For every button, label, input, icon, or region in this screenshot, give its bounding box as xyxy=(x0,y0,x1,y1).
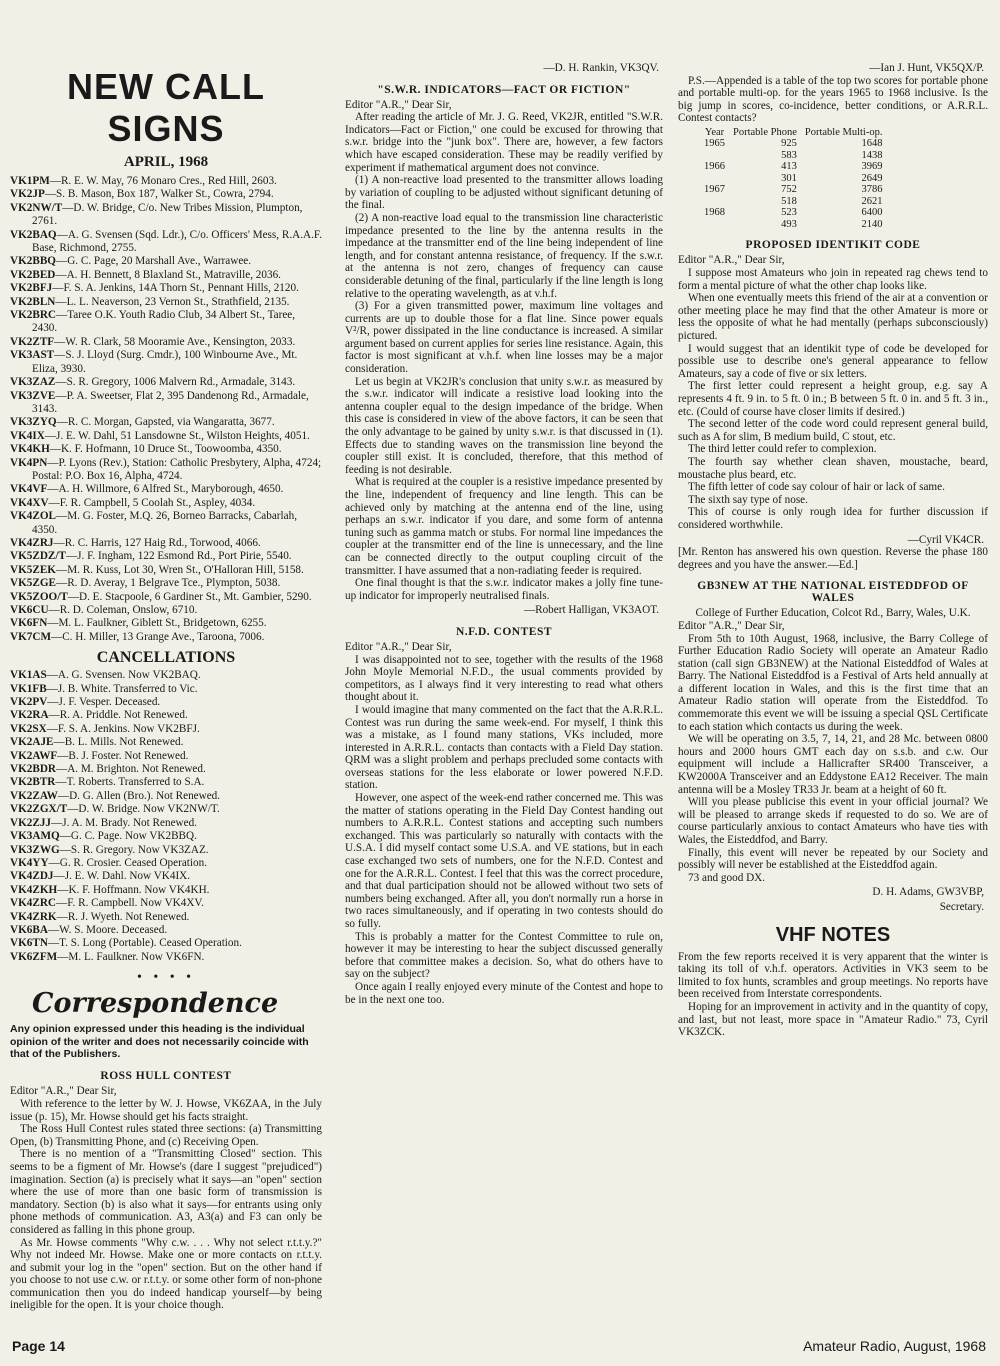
vhf-notes-body xyxy=(678,951,988,1039)
cancellations-entry xyxy=(10,884,322,897)
table-row xyxy=(700,138,886,150)
call-sign: VK2BFJ xyxy=(10,282,53,295)
callsigns-entry xyxy=(10,604,322,617)
cancellations-entry xyxy=(10,897,322,910)
paragraph: I would imagine that many commented on the fact that the A.R.R.L. Contest was run during the same week-end. For myself, I think this was a mistake, as I found many stations, VKs included, more interested in A.R.R.L. contacts than contacts with a Field Day station. QRM was a slight problem and perhaps precluded some contacts with overseas stations for the less elaborate or lower powered N.F.D. station. xyxy=(345,703,663,792)
table-cell: 2649 xyxy=(861,172,883,184)
entry-text: —M. R. Kuss, Lot 30, Wren St., O'Halloran Hill, 5158. xyxy=(56,563,304,576)
cancellations-entry xyxy=(10,951,322,964)
table-row xyxy=(700,219,886,231)
call-sign: VK5ZGE xyxy=(10,577,57,590)
callsigns-entry xyxy=(10,175,322,188)
callsigns-entry xyxy=(10,537,322,550)
call-sign: VK4IX xyxy=(10,429,45,442)
callsigns-entry xyxy=(10,483,322,496)
paragraph: I would suggest that an identikit type of code be developed for possible use to describe one's general appearance to fellow Amateurs, say a code of five or six letters. xyxy=(678,342,988,380)
cancellations-entry xyxy=(10,803,322,816)
call-sign: VK7CM xyxy=(10,630,52,643)
call-sign: VK1AS xyxy=(10,669,47,682)
paragraph: The first letter could represent a height group, e.g. say A represents 4 ft. 9 in. to 5 ft. 0 in.; B between 5 ft. 0 in. and 5 ft. 3 in., etc. (Could of course have closer limits if desired.) xyxy=(678,380,988,418)
call-sign: VK2AWF xyxy=(10,749,58,762)
table-cell: 6400 xyxy=(861,207,883,219)
ross-hull-body xyxy=(10,1085,322,1312)
vhf-notes-heading: VHF NOTES xyxy=(775,923,891,946)
cancellations-entry xyxy=(10,683,322,696)
callsigns-entry xyxy=(10,255,322,268)
table-cell: 1966 xyxy=(704,161,725,173)
paragraph: Editor "A.R.," Dear Sir, xyxy=(345,640,452,653)
entry-text: —M. G. Foster, M.Q. 26, Borneo Barracks, Cabarlah, 4350. xyxy=(32,510,297,536)
entry-text: —G. R. Crosier. Ceased Operation. xyxy=(48,856,208,869)
cancellations-entry xyxy=(10,763,322,776)
paragraph: This of course is only rough idea for further discussion if considered worthwhile. xyxy=(678,506,988,531)
callsigns-entry xyxy=(10,510,322,537)
entry-text: —J. F. Ingham, 122 Esmond Rd., Port Pirie, 5540. xyxy=(65,550,292,563)
paragraph: With reference to the letter by W. J. Howse, VK6ZAA, in the July issue (p. 15), Mr. Howse should get his facts straight. xyxy=(10,1097,322,1123)
table-row xyxy=(700,161,886,173)
nfd-signature: —Ian J. Hunt, VK5QX/P. xyxy=(869,62,984,74)
cancellations-entry xyxy=(10,817,322,830)
callsigns-entry xyxy=(10,309,322,336)
paragraph: Editor "A.R.," Dear Sir, xyxy=(678,619,785,632)
entry-text: —D. G. Allen (Bro.). Not Renewed. xyxy=(57,789,221,802)
call-sign: VK6BA xyxy=(10,923,48,936)
cancellations-entry xyxy=(10,924,322,937)
paragraph: Editor "A.R.," Dear Sir, xyxy=(345,98,452,111)
entry-text: —F. R. Campbell, 5 Coolah St., Aspley, 4034. xyxy=(48,496,256,509)
table-header: Portable Phone xyxy=(733,126,797,138)
table-header: Portable Multi-op. xyxy=(804,126,883,138)
ross-hull-signature: —D. H. Rankin, VK3QV. xyxy=(543,62,659,74)
callsigns-entry xyxy=(10,457,322,484)
entry-text: —M. L. Faulkner. Now VK6FN. xyxy=(57,950,205,963)
call-sign: VK2ZGX/T xyxy=(10,803,68,816)
nfd-scores-table xyxy=(700,127,886,231)
entry-text: —R. C. Harris, 127 Haig Rd., Torwood, 4066. xyxy=(53,536,261,549)
entry-text: —R. J. Wyeth. Not Renewed. xyxy=(56,910,190,923)
paragraph: Hoping for an improvement in activity and in the quantity of copy, and last, but not least, more space in "Amateur Radio." 73, Cyril VK3ZCK. xyxy=(678,1000,988,1039)
entry-text: —J. E. W. Dahl, 51 Lansdowne St., Wilston Heights, 4051. xyxy=(44,429,310,442)
call-sign: VK2JP xyxy=(10,188,45,201)
table-cell: 925 xyxy=(781,138,797,150)
call-sign: VK5ZOO/T xyxy=(10,590,68,603)
entry-text: —A. M. Brighton. Not Renewed. xyxy=(56,763,206,776)
table-cell: 1965 xyxy=(704,138,725,150)
call-sign: VK3ZVE xyxy=(10,389,56,402)
entry-text: —P. Lyons (Rev.), Station: Catholic Presbytery, Alpha, 4724; Postal: P.O. Box 16, Alpha, 4724. xyxy=(32,456,322,482)
call-sign: VK4ZRK xyxy=(10,910,57,923)
entry-text: —C. H. Miller, 13 Grange Ave., Taroona, 7006. xyxy=(51,630,265,643)
entry-text: —S. J. Lloyd (Surg. Cmdr.), 100 Winbourne Ave., Mt. Eliza, 3930. xyxy=(32,349,298,375)
entry-text: —T. S. Long (Portable). Ceased Operation. xyxy=(47,937,242,950)
entry-text: —A. H. Bennett, 8 Blaxland St., Matraville, 2036. xyxy=(55,268,281,281)
call-sign: VK6ZFM xyxy=(10,950,58,963)
table-header: Year xyxy=(704,126,725,138)
editor-note: [Mr. Renton has answered his own question. Reverse the phase 180 degrees and you have the answer.—Ed.] xyxy=(678,546,988,571)
callsigns-entry xyxy=(10,336,322,349)
paragraph: From 5th to 10th August, 1968, inclusive, the Barry College of Further Education Radio Society will operate an Amateur Radio station (call sign GB3NEW) at the National Eisteddfod of Wales at Barry. The National Eisteddfod is a Festival of Arts held annually at a different location in Wales, and this is the first time that an Amateur Radio station will operate from the Eisteddfod. To commemorate this event we will be issuing a special QSL Certificate to each station which contacts us during the week. xyxy=(678,632,988,733)
paragraph: Once again I really enjoyed every minute of the Contest and hope to be in the next one too. xyxy=(345,980,663,1006)
call-sign: VK1PM xyxy=(10,175,50,187)
call-sign: VK4YY xyxy=(10,856,49,869)
table-row xyxy=(700,173,886,185)
call-sign: VK2BAQ xyxy=(10,228,57,241)
table-cell xyxy=(700,219,729,231)
correspondence-disclaimer: Any opinion expressed under this heading is the individual opinion of the writer and does not necessarily coincide with that of the Publishers. xyxy=(10,1023,309,1060)
nfd-body xyxy=(345,641,663,1006)
paragraph: The fourth say whether clean shaven, moustache, beard, moustache plus beard, etc. xyxy=(678,455,988,481)
callsigns-entry xyxy=(10,577,322,590)
table-cell xyxy=(700,150,729,162)
call-sign: VK4ZOL xyxy=(10,510,57,523)
entry-text: —J. A. M. Brady. Not Renewed. xyxy=(51,816,197,829)
entry-text: —R. E. W. May, 76 Monaro Cres., Red Hill, 2603. xyxy=(49,175,277,187)
paragraph: The Ross Hull Contest rules stated three sections: (a) Transmitting Open, (b) Transmitting Phone, and (c) Receiving Open. xyxy=(10,1123,322,1148)
table-cell: 523 xyxy=(781,207,797,219)
swr-body xyxy=(345,99,663,603)
callsigns-entry xyxy=(10,416,322,429)
table-cell: 752 xyxy=(781,184,797,196)
call-sign: VK2ZAW xyxy=(10,789,58,802)
paragraph: I was disappointed not to see, together with the results of the 1968 John Moyle Memorial N.F.D., the usual comments provided by competitors, as I always find it very interesting to read what others thought about it. xyxy=(345,653,663,704)
paragraph: The second letter of the code word could represent general build, such as A for slim, B medium build, C stout, etc. xyxy=(678,418,988,443)
identikit-signature: —Cyril VK4CR. xyxy=(907,533,984,546)
callsigns-entry xyxy=(10,497,322,510)
entry-text: —M. L. Faulkner, Giblett St., Bridgetown, 6255. xyxy=(47,617,267,630)
magazine-footer: Amateur Radio, August, 1968 xyxy=(803,1338,986,1354)
table-cell: 1438 xyxy=(861,149,883,161)
paragraph: Editor "A.R.," Dear Sir, xyxy=(10,1085,117,1098)
callsigns-entry xyxy=(10,591,322,604)
call-sign: VK2BED xyxy=(10,268,56,281)
table-row xyxy=(700,207,886,219)
call-sign: VK2BDR xyxy=(10,763,56,776)
paragraph: (2) A non-reactive load equal to the transmission line characteristic impedance presented to the line by the antenna results in the impedance at the transmitter end of the line being independent of line length, and for constant antenna resistance, of frequency. If the s.w.r. at the antenna is not zero, changes of frequency can cause considerable detuning of the final, particularly if the line length is long relative to the operating wavelength, as at v.h.f. xyxy=(345,211,663,300)
paragraph: Editor "A.R.," Dear Sir, xyxy=(678,254,785,267)
paragraph: The fifth letter of code say colour of hair or lack of same. xyxy=(688,481,945,494)
callsigns-entry xyxy=(10,617,322,630)
call-sign: VK6FN xyxy=(10,617,48,630)
paragraph: We will be operating on 3.5, 7, 14, 21, and 28 Mc. between 0800 hours and 2000 hours GMT each day on s.s.b. and c.w. Our equipment will include a Hallicrafter SR400 Transceiver, a KW2000A Transceiver and an Eddystone EA12 Receiver. The main antenna will be a Mosley TR33 Jr. beam at a height of 60 ft. xyxy=(678,733,988,796)
callsigns-entry xyxy=(10,269,322,282)
call-sign: VK2BBQ xyxy=(10,255,57,268)
paragraph: There is no mention of a "Transmitting Closed" section. This seems to be a figment of Mr. Howse's (dare I suggest "prejudiced") imagination. Section (a) is precisely what it says—an "open" section where the use of more than one basic form of transmission is mandatory. Section (b) is also what it says—for entrants using only phone methods of communication. A3, A3(a) and F3 can only be considered as falling in this phone group. xyxy=(10,1148,322,1236)
paragraph: When one eventually meets this friend of the air at a convention or other meeting place he may find that the other Amateur is more or less the opposite of what he had mentally (perhaps subconsciously) pictured. xyxy=(678,292,988,343)
call-sign: VK5ZEK xyxy=(10,563,57,576)
ross-hull-heading: ROSS HULL CONTEST xyxy=(100,1070,232,1083)
call-sign: VK2ZTF xyxy=(10,335,55,348)
callsigns-entry xyxy=(10,349,322,376)
entry-text: —D. W. Bridge. Now VK2NW/T. xyxy=(67,803,220,816)
call-sign: VK4KH xyxy=(10,443,50,456)
paragraph: What is required at the coupler is a resistive impedance presented by the line, independent of frequency and line length. This can be achieved only by matching at the antenna end of the line, using perhaps an s.w.r. indicator if you dare, and some form of antenna tuning such as gamma match or stubs. For normal line impedances the coupler at the transmitter end of the line is unnecessary, and the line can be connected directly to the output coupling circuit of the transmitter. I have assumed that a non-radiating feeder is required. xyxy=(345,476,663,577)
entry-text: —W. R. Clark, 58 Mooramie Ave., Kensington, 2033. xyxy=(54,335,296,348)
gb3new-heading: GB3NEW AT THE NATIONAL EISTEDDFOD OF WALES xyxy=(697,580,969,605)
call-sign: VK2ZJJ xyxy=(10,816,52,829)
table-cell: 1967 xyxy=(704,184,725,196)
cancellations-entry xyxy=(10,736,322,749)
paragraph: From the few reports received it is very apparent that the winter is taking its toll of v.h.f. operators. Activities in VK3 seem to be limited to fox hunts, scrambles and group meetings. No reports have been received from Interstate correspondents. xyxy=(678,950,988,1001)
gb3new-signature-title: Secretary. xyxy=(939,900,984,913)
call-sign: VK4ZRC xyxy=(10,897,56,910)
call-sign: VK4ZKH xyxy=(10,883,58,896)
entry-text: —A. H. Willmore, 6 Alfred St., Maryborough, 4650. xyxy=(47,483,284,496)
table-cell: 2140 xyxy=(861,218,883,230)
entry-text: —S. R. Gregory, 1006 Malvern Rd., Armadale, 3143. xyxy=(55,376,296,389)
cancellations-entry xyxy=(10,709,322,722)
callsigns-entry xyxy=(10,188,322,201)
paragraph: However, one aspect of the week-end rather concerned me. This was the matter of stations operating in the Field Day Contest handing out numbers to A.R.R.L. Contest stations and accepting such numbers exchanged. This was particularly so naturally with contacts with the U.S.A. I did myself contact some U.S.A. and VE stations, but in each case exchanged two sets of numbers, one for the N.F.D. Contest and one for the A.R.R.L. Contest. I feel that this was the correct procedure, and that dual participation should not be allowed without two sets of numbers being exchanged. After all, you don't normally run a horse in two races simultaneously, and if operating in two contests should do so fully. xyxy=(345,792,663,930)
entry-text: —J. E. W. Dahl. Now VK4IX. xyxy=(53,870,191,883)
entry-text: —T. Roberts. Transferred to S.A. xyxy=(55,776,205,789)
entry-text: —D. E. Stacpoole, 6 Gardiner St., Mt. Gambier, 5290. xyxy=(67,590,312,603)
table-cell: 493 xyxy=(781,218,797,230)
call-sign: VK2BTR xyxy=(10,776,56,789)
call-sign: VK2RA xyxy=(10,709,49,722)
gb3new-address: College of Further Education, Colcot Rd., Barry, Wales, U.K. xyxy=(695,607,971,620)
correspondence-heading: Correspondence xyxy=(32,988,279,1020)
call-sign: VK5ZDZ/T xyxy=(10,550,66,563)
call-sign: VK2BRC xyxy=(10,309,56,322)
swr-heading: "S.W.R. INDICATORS—FACT OR FICTION" xyxy=(377,83,631,96)
paragraph: The third letter could refer to complexion. xyxy=(688,443,877,456)
callsigns-entry xyxy=(10,202,322,229)
paragraph: 73 and good DX. xyxy=(688,871,766,884)
table-row xyxy=(700,184,886,196)
month-heading: APRIL, 1968 xyxy=(123,154,209,170)
callsign-list xyxy=(10,175,322,644)
gb3new-body xyxy=(678,620,988,884)
cancellations-entry xyxy=(10,696,322,709)
call-sign: VK3AST xyxy=(10,349,55,362)
entry-text: —A. G. Svensen. Now VK2BAQ. xyxy=(46,669,201,682)
call-sign: VK6CU xyxy=(10,604,49,616)
cancellations-entry xyxy=(10,857,322,870)
paragraph: The sixth say type of nose. xyxy=(688,493,808,506)
call-sign: VK3ZYQ xyxy=(10,416,57,429)
callsigns-entry xyxy=(10,443,322,456)
call-sign: VK4VF xyxy=(10,483,48,496)
cancellations-entry xyxy=(10,937,322,950)
identikit-body xyxy=(678,254,988,531)
page-heading: NEW CALL SIGNS xyxy=(67,66,265,149)
call-sign: VK1FB xyxy=(10,682,47,695)
table-cell: 3786 xyxy=(861,184,883,196)
table-cell: 301 xyxy=(781,172,797,184)
table-cell xyxy=(700,196,729,208)
paragraph: I suppose most Amateurs who join in repeated rag chews tend to form a mental picture of what the other chap looks like. xyxy=(678,267,988,292)
entry-text: —R. A. Priddle. Not Renewed. xyxy=(48,709,188,722)
callsigns-entry xyxy=(10,550,322,563)
call-sign: VK4ZDJ xyxy=(10,870,54,883)
entry-text: —G. C. Page, 20 Marshall Ave., Warrawee. xyxy=(56,255,252,268)
entry-text: —W. S. Moore. Deceased. xyxy=(47,923,168,936)
entry-text: —B. L. Mills. Not Renewed. xyxy=(53,736,184,749)
entry-text: —R. C. Morgan, Gapsted, via Wangaratta, 3677. xyxy=(56,416,275,429)
gb3new-signature: D. H. Adams, GW3VBP, xyxy=(872,886,984,899)
paragraph: Let us begin at VK2JR's conclusion that unity s.w.r. as measured by the s.w.r. indicator will indicate a resistive load looking into the antenna coupler equal to the design impedance of the bridge. When this case is considered in view of the above factors, it can be seen that the only advantage to be gained by unity s.w.r. is that discussed in (1). Effects due to standing waves on the transmission line beyond the coupler still exist. It is concluded, therefore, that this method of feeding is not desirable. xyxy=(345,375,663,476)
cancellations-heading: CANCELLATIONS xyxy=(96,649,236,667)
entry-text: —F. S. A. Jenkins, 14A Thorn St., Pennant Hills, 2120. xyxy=(52,282,299,295)
column-1 xyxy=(10,64,322,1319)
section-divider: • • • • xyxy=(136,970,196,986)
entry-text: —K. F. Hoffmann. Now VK4KH. xyxy=(57,883,210,896)
call-sign: VK4PN xyxy=(10,456,48,469)
entry-text: —K. F. Hofmann, 10 Druce St., Toowoomba, 4350. xyxy=(49,443,282,456)
table-cell: 1648 xyxy=(861,138,883,150)
cancellations-list xyxy=(10,669,322,964)
paragraph: As Mr. Howse comments "Why c.w. . . . Why not select r.t.t.y.?" Why not indeed Mr. Howse. Make one or more contacts on r.t.t.y. and submit your log in the "open" section. But on the other hand if you choose to not use c.w. or r.t.t.y. or some other form of non-phone communication then you do indeed handicap yourself—by being ineligible for the open. It is your choice though. xyxy=(10,1236,322,1312)
cancellations-entry xyxy=(10,870,322,883)
callsigns-entry xyxy=(10,390,322,417)
entry-text: —R. D. Coleman, Onslow, 6710. xyxy=(48,604,198,616)
table-cell: 3969 xyxy=(861,161,883,173)
call-sign: VK6TN xyxy=(10,937,48,950)
entry-text: —J. B. White. Transferred to Vic. xyxy=(46,682,198,695)
column-3 xyxy=(678,60,988,1320)
entry-text: —Taree O.K. Youth Radio Club, 34 Albert St., Taree, 2430. xyxy=(32,309,296,335)
table-row xyxy=(700,150,886,162)
cancellations-entry xyxy=(10,911,322,924)
entry-text: —B. J. Foster. Not Renewed. xyxy=(57,749,189,762)
paragraph: Finally, this event will never be repeated by our Society and possibly will never be established at the Eisteddfod again. xyxy=(678,846,988,872)
table-row xyxy=(700,196,886,208)
call-sign: VK3AMQ xyxy=(10,830,60,843)
paragraph: (3) For a given transmitted power, maximum line voltages and currents are up to double those for a flat line. Since power equals V²/R, power dissipated in the line conductance is increased. A similar argument based on current applies for series line resistance. Again, this factor is most significant at v.h.f. when line losses may be a major consideration. xyxy=(345,300,663,376)
nfd-heading: N.F.D. CONTEST xyxy=(455,625,553,638)
swr-signature: —Robert Halligan, VK3AOT. xyxy=(523,604,659,617)
entry-text: —A. G. Svensen (Sqd. Ldr.), C/o. Officers' Mess, R.A.A.F. Base, Richmond, 2755. xyxy=(32,228,322,255)
entry-text: —S. R. Gregory. Now VK3ZAZ. xyxy=(59,843,209,856)
paragraph: Will you please publicise this event in your official journal? We will be pleased to arrange skeds if requested to do so. We are of course particularly anxious to contact Amateurs who have ties with Wales, the Eisteddfod, and Barry. xyxy=(678,796,988,846)
call-sign: VK3ZAZ xyxy=(10,376,56,389)
cancellations-entry xyxy=(10,844,322,857)
column-2 xyxy=(345,60,663,1320)
cancellations-entry xyxy=(10,750,322,763)
callsigns-entry xyxy=(10,631,322,644)
table-cell: 518 xyxy=(781,195,797,207)
cancellations-entry xyxy=(10,723,322,736)
entry-text: —P. A. Sweetser, Flat 2, 395 Dandenong Rd., Armadale, 3143. xyxy=(32,389,309,415)
callsigns-entry xyxy=(10,282,322,295)
cancellations-entry xyxy=(10,776,322,789)
paragraph: (1) A non-reactive load presented to the transmitter allows loading by variation of coupling to be adjusted without significant detuning of the final. xyxy=(345,174,663,212)
call-sign: VK3ZWG xyxy=(10,843,60,856)
paragraph: This is probably a matter for the Contest Committee to rule on, however it may be interesting to hear the subject discussed generally before that committee makes a decision. So, what do others have to say on the subject? xyxy=(345,930,663,981)
call-sign: VK2SX xyxy=(10,722,47,735)
call-sign: VK2NW/T xyxy=(10,201,63,214)
paragraph: One final thought is that the s.w.r. indicator makes a jolly fine tune-up indicator for improperly neutralised finals. xyxy=(345,577,663,602)
entry-text: —R. D. Averay, 1 Belgrave Tce., Plympton, 5038. xyxy=(56,577,281,590)
entry-text: —G. C. Page. Now VK2BBQ. xyxy=(59,830,197,843)
nfd-postscript: P.S.—Appended is a table of the top two scores for portable phone and portable multi-op. for the years 1965 to 1968 inclusive. Is the big jump in scores, co-incidence, better conditions, or A.R.R.L. Contest contacts? xyxy=(678,74,988,125)
table-cell: 2621 xyxy=(861,195,883,207)
callsigns-entry xyxy=(10,376,322,389)
entry-text: —F. R. Campbell. Now VK4XV. xyxy=(56,897,204,910)
table-cell: 583 xyxy=(781,149,797,161)
call-sign: VK2AJE xyxy=(10,736,54,749)
entry-text: —L. L. Neaverson, 23 Vernon St., Strathfield, 2135. xyxy=(55,295,290,308)
callsigns-entry xyxy=(10,229,322,256)
table-cell xyxy=(700,173,729,185)
cancellations-entry xyxy=(10,669,322,682)
cancellations-entry xyxy=(10,790,322,803)
callsigns-entry xyxy=(10,430,322,443)
callsigns-entry xyxy=(10,296,322,309)
callsigns-entry xyxy=(10,564,322,577)
entry-text: —J. F. Vesper. Deceased. xyxy=(47,696,161,709)
call-sign: VK4XV xyxy=(10,496,49,509)
table-cell: 413 xyxy=(781,161,797,173)
identikit-heading: PROPOSED IDENTIKIT CODE xyxy=(745,239,921,252)
entry-text: —D. W. Bridge, C/o. New Tribes Mission, Plumpton, 2761. xyxy=(32,201,303,228)
page-number: Page 14 xyxy=(12,1338,65,1354)
paragraph: After reading the article of Mr. J. G. Reed, VK2JR, entitled "S.W.R. Indicators—Fact or Fiction," one could be excused for throwing that s.w.r. bridge into the "junk box". There are, however, a few factors which have escaped consideration. These may be readily verified by experiment if mathematical argument does not convince. xyxy=(345,111,663,174)
entry-text: —F. S. A. Jenkins. Now VK2BFJ. xyxy=(46,722,200,735)
cancellations-entry xyxy=(10,830,322,843)
call-sign: VK2BLN xyxy=(10,295,56,308)
entry-text: —S. B. Mason, Box 187, Walker St., Cowra, 2794. xyxy=(44,188,274,201)
call-sign: VK2PV xyxy=(10,696,48,709)
table-cell: 1968 xyxy=(704,207,725,219)
call-sign: VK4ZRJ xyxy=(10,536,54,549)
